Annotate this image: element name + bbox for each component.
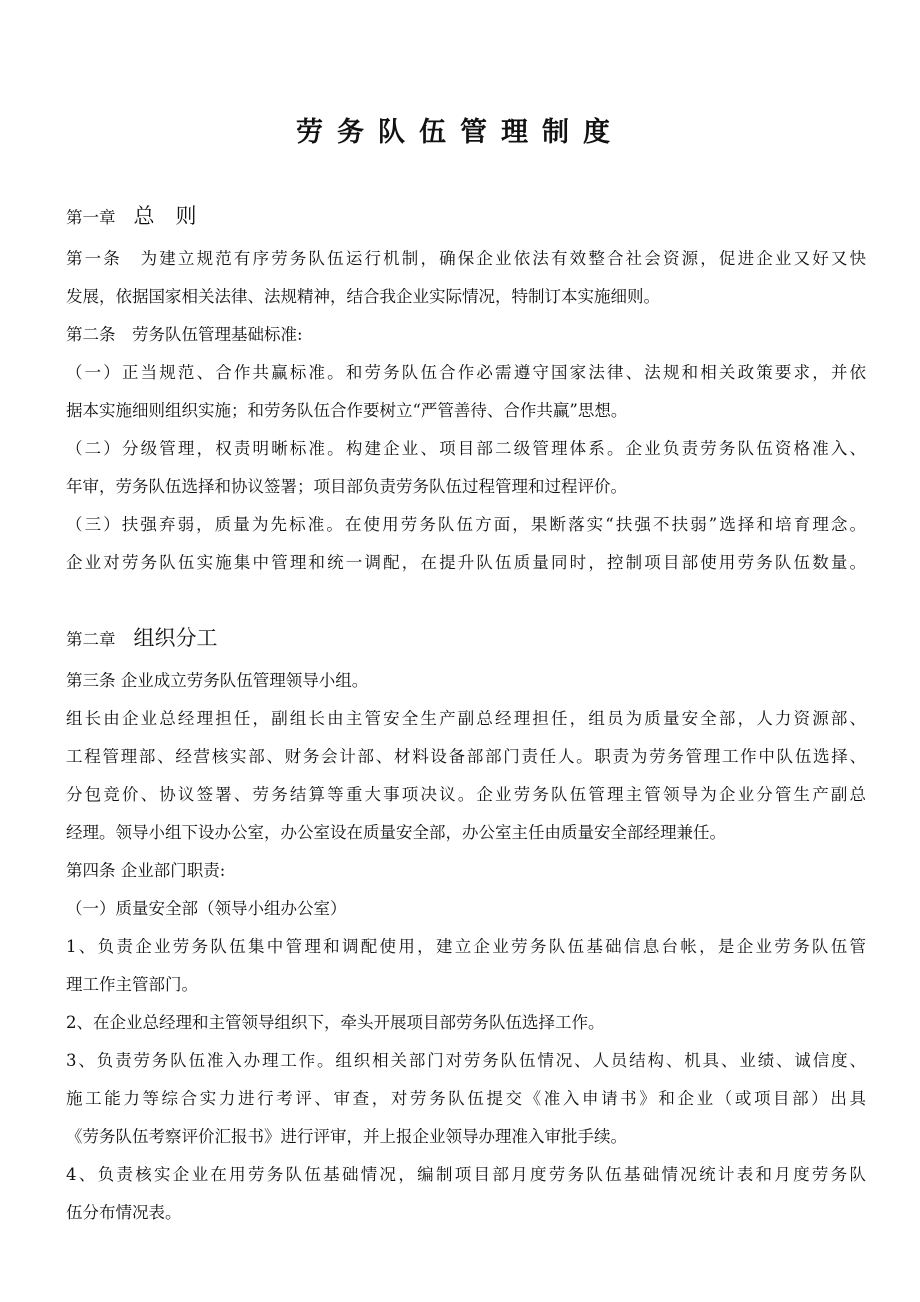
clause-2-line-2: 年审，劳务队伍选择和协议签署；项目部负责劳务队伍过程管理和过程评价。 <box>66 477 627 496</box>
clause-1-line-2: 据本实施细则组织实施；和劳务队伍合作要树立“严管善待、合作共赢”思想。 <box>66 401 628 420</box>
chapter-label: 第二章 <box>66 630 116 649</box>
duty-4-line-2: 伍分布情况表。 <box>66 1203 182 1222</box>
article-3-line-1: 组长由企业总经理担任，副组长由主管安全生产副总经理担任，组员为质量安全部，人力资源部、 <box>66 709 866 728</box>
chapter-label: 第一章 <box>66 208 116 227</box>
section-quality-safety: （一）质量安全部（领导小组办公室） <box>66 899 347 918</box>
clause-1-line-1: （一）正当规范、合作共赢标准。和劳务队伍合作必需遵守国家法律、法规和相关政策要求，并依 <box>66 363 866 382</box>
chapter-heading-1 <box>66 204 197 230</box>
article-1-line-2: 发展，依据国家相关法律、法规精神，结合我企业实际情况，特制订本实施细则。 <box>66 287 660 306</box>
clause-2-line-1: （二）分级管理，权责明晰标准。构建企业、项目部二级管理体系。企业负责劳务队伍资格准入、 <box>66 439 866 458</box>
duty-4-line-1: 4、负责核实企业在用劳务队伍基础情况，编制项目部月度劳务队伍基础情况统计表和月度劳务队 <box>66 1165 866 1184</box>
watermark: www.zixin.com.cn <box>232 603 659 661</box>
chapter-name: 组织分工 <box>133 626 218 650</box>
duty-1-line-2: 理工作主管部门。 <box>66 975 198 994</box>
clause-3-line-2: 企业对劳务队伍实施集中管理和统一调配，在提升队伍质量同时，控制项目部使用劳务队伍数量。 <box>66 553 866 572</box>
article-3-line-4: 经理。领导小组下设办公室，办公室设在质量安全部，办公室主任由质量安全部经理兼任。 <box>66 823 726 842</box>
chapter-name: 总 则 <box>133 204 197 228</box>
duty-3-line-1: 3、负责劳务队伍准入办理工作。组织相关部门对劳务队伍情况、人员结构、机具、业绩、诚信度、 <box>66 1051 866 1070</box>
page-title: 劳务队伍管理制度 <box>296 117 624 148</box>
article-3-line-3: 分包竞价、协议签署、劳务结算等重大事项决议。企业劳务队伍管理主管领导为企业分管生产副总 <box>66 785 866 804</box>
clause-3-line-1: （三）扶强弃弱，质量为先标准。在使用劳务队伍方面，果断落实“扶强不扶弱”选择和培育理念。 <box>66 515 866 534</box>
article-3-line-2: 工程管理部、经营核实部、财务会计部、材料设备部部门责任人。职责为劳务管理工作中队伍选择、 <box>66 747 866 766</box>
duty-3-line-3: 《劳务队伍考察评价汇报书》进行评审，并上报企业领导办理准入审批手续。 <box>66 1127 627 1146</box>
duty-1-line-1: 1、负责企业劳务队伍集中管理和调配使用，建立企业劳务队伍基础信息台帐，是企业劳务队伍管 <box>66 937 866 956</box>
article-1-line-1: 第一条 为建立规范有序劳务队伍运行机制，确保企业依法有效整合社会资源，促进企业又好又快 <box>66 249 866 268</box>
article-4-heading: 第四条 企业部门职责: <box>66 861 226 880</box>
article-2-heading: 第二条 劳务队伍管理基础标准: <box>66 325 303 344</box>
article-3-heading: 第三条 企业成立劳务队伍管理领导小组。 <box>66 671 369 690</box>
chapter-heading-2 <box>66 626 218 652</box>
duty-2-line-1: 2、在企业总经理和主管领导组织下，牵头开展项目部劳务队伍选择工作。 <box>66 1013 605 1032</box>
duty-3-line-2: 施工能力等综合实力进行考评、审查，对劳务队伍提交《准入申请书》和企业（或项目部）出具 <box>66 1089 866 1108</box>
